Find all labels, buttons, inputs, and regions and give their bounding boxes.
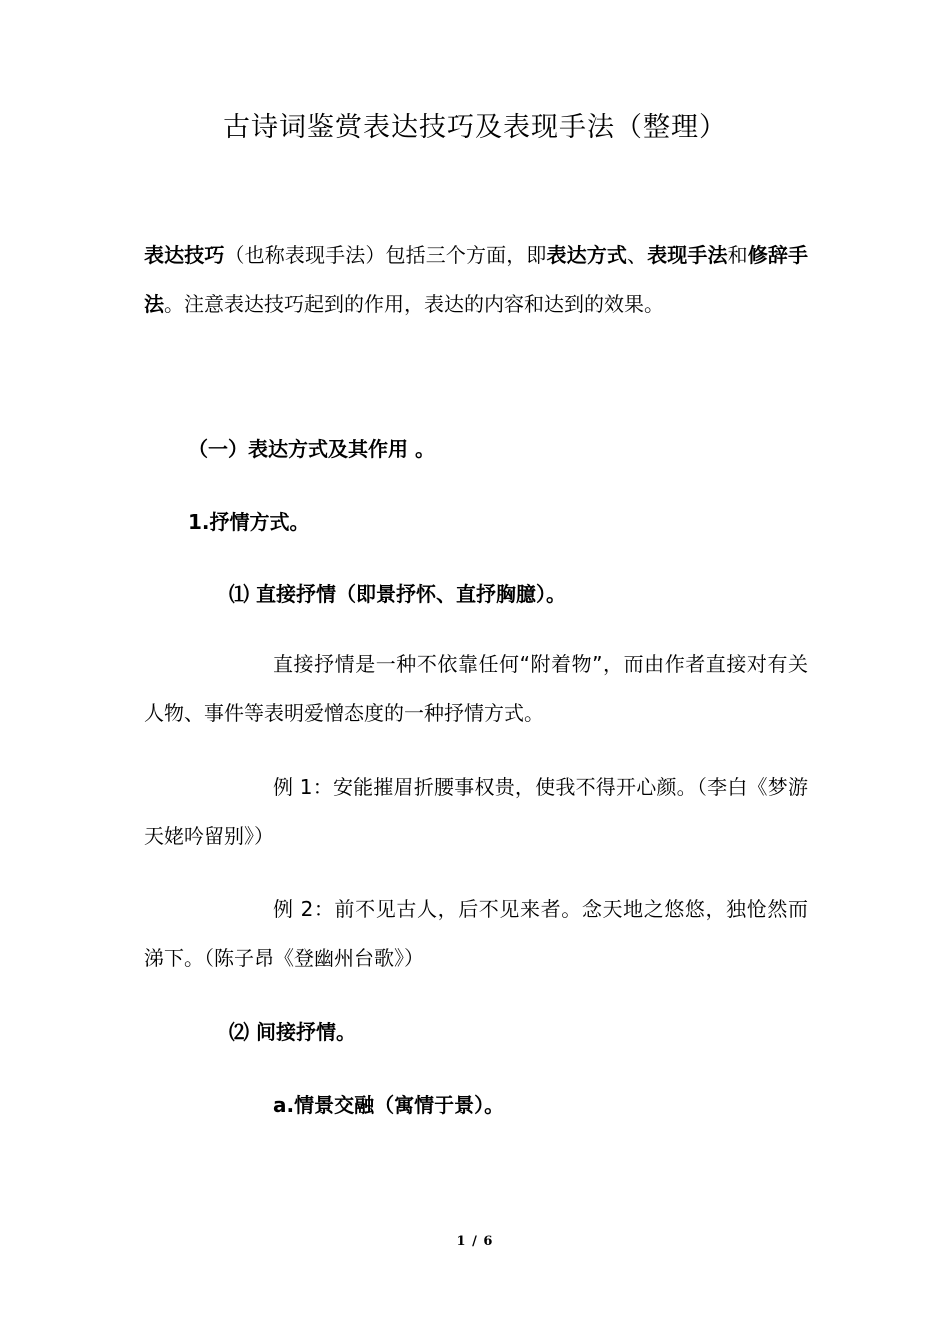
subsection-heading-lyric-methods: 1.抒情方式。 xyxy=(188,510,310,534)
intro-term: 表达技巧 xyxy=(144,243,225,267)
section-heading-1: （一）表达方式及其作用 。 xyxy=(188,437,435,461)
item-heading-scene-emotion: a.情景交融（寓情于景）。 xyxy=(273,1093,505,1117)
intro-method-rhetoric: 修辞手法 xyxy=(144,243,808,316)
page-number: 1 / 6 xyxy=(456,1234,494,1249)
intro-method-expression: 表达方式 xyxy=(546,243,627,267)
document-title: 古诗词鉴赏表达技巧及表现手法（整理） xyxy=(223,112,727,143)
intro-separator: 、 xyxy=(627,243,648,267)
example-1: 例 1：安能摧眉折腰事权贵，使我不得开心颜。（李白《梦游天姥吟留别》） xyxy=(144,775,808,848)
example-2: 例 2：前不见古人，后不见来者。念天地之悠悠，独怆然而涕下。（陈子昂《登幽州台歌》） xyxy=(144,897,808,970)
direct-lyric-description: 直接抒情是一种不依靠任何“附着物”，而由作者直接对有关人物、事件等表明爱憎态度的一种抒情方式。 xyxy=(144,652,808,725)
item-heading-indirect-lyric: ⑵ 间接抒情。 xyxy=(229,1020,356,1044)
intro-method-representation: 表现手法 xyxy=(647,243,728,267)
item-heading-direct-lyric: ⑴ 直接抒情（即景抒怀、直抒胸臆）。 xyxy=(229,582,566,606)
intro-rest-text: 。注意表达技巧起到的作用，表达的内容和达到的效果。 xyxy=(164,292,664,316)
intro-paragraph xyxy=(144,231,808,329)
intro-paren-text: （也称表现手法）包括三个方面，即 xyxy=(224,243,547,267)
intro-conjunction: 和 xyxy=(727,243,748,267)
